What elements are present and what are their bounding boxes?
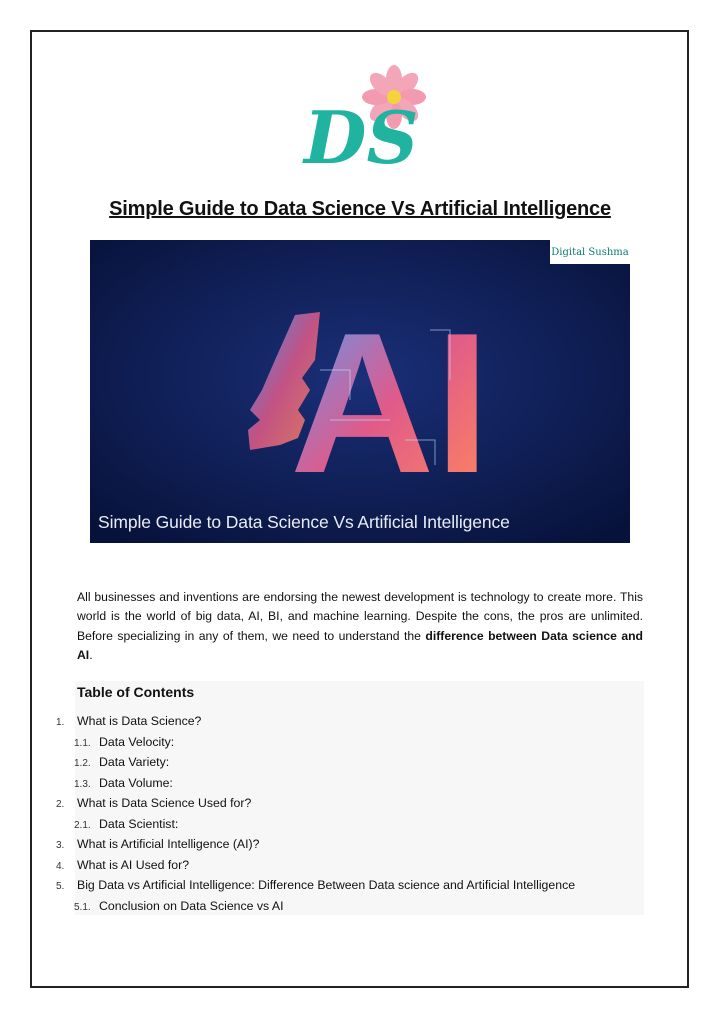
hero-image	[90, 240, 630, 543]
toc-number: 2.1.	[74, 820, 91, 831]
ai-illustration	[90, 240, 630, 543]
toc-link[interactable]: What is Data Science?	[77, 714, 202, 728]
toc-number: 1.2.	[74, 758, 91, 769]
brand-badge: Digital Sushma	[550, 240, 630, 264]
intro-bold-phrase: difference between Data science and AI	[77, 628, 643, 663]
toc-link[interactable]: Data Variety:	[99, 755, 170, 769]
ds-logo	[302, 55, 427, 175]
hero-caption: Simple Guide to Data Science Vs Artificial Intelligence	[98, 512, 510, 532]
toc-link[interactable]: Data Scientist:	[99, 817, 179, 831]
toc-number: 1.1.	[74, 738, 91, 749]
toc-number: 5.	[56, 881, 65, 892]
toc-number: 1.3.	[74, 779, 91, 790]
toc-number: 3.	[56, 840, 65, 851]
toc-heading: Table of Contents	[77, 684, 195, 700]
intro-paragraph: All businesses and inventions are endorsing the newest development is technology to create more. This world is the world of big data, AI, BI, and machine learning. Despite the cons, the pros are unlimited. Before specializing in any of them, we need to understand the difference between Data science and AI.	[77, 590, 643, 663]
toc-link[interactable]: What is Data Science Used for?	[77, 796, 252, 810]
toc-link[interactable]: Data Velocity:	[99, 735, 175, 749]
toc-number: 5.1.	[74, 902, 91, 913]
toc-number: 2.	[56, 799, 65, 810]
toc-link[interactable]: Conclusion on Data Science vs AI	[99, 899, 284, 913]
toc-number: 1.	[56, 717, 65, 728]
toc-number: 4.	[56, 861, 65, 872]
toc-link[interactable]: What is AI Used for?	[77, 858, 190, 872]
toc-link[interactable]: What is Artificial Intelligence (AI)?	[77, 837, 260, 851]
toc-link[interactable]: Big Data vs Artificial Intelligence: Difference Between Data science and Artificial Intelligence	[77, 878, 576, 892]
ai-letters: AI	[290, 292, 490, 515]
toc-link[interactable]: Data Volume:	[99, 776, 173, 790]
svg-text:DS: DS	[304, 95, 419, 175]
document-title: Simple Guide to Data Science Vs Artificial Intelligence	[109, 198, 611, 220]
